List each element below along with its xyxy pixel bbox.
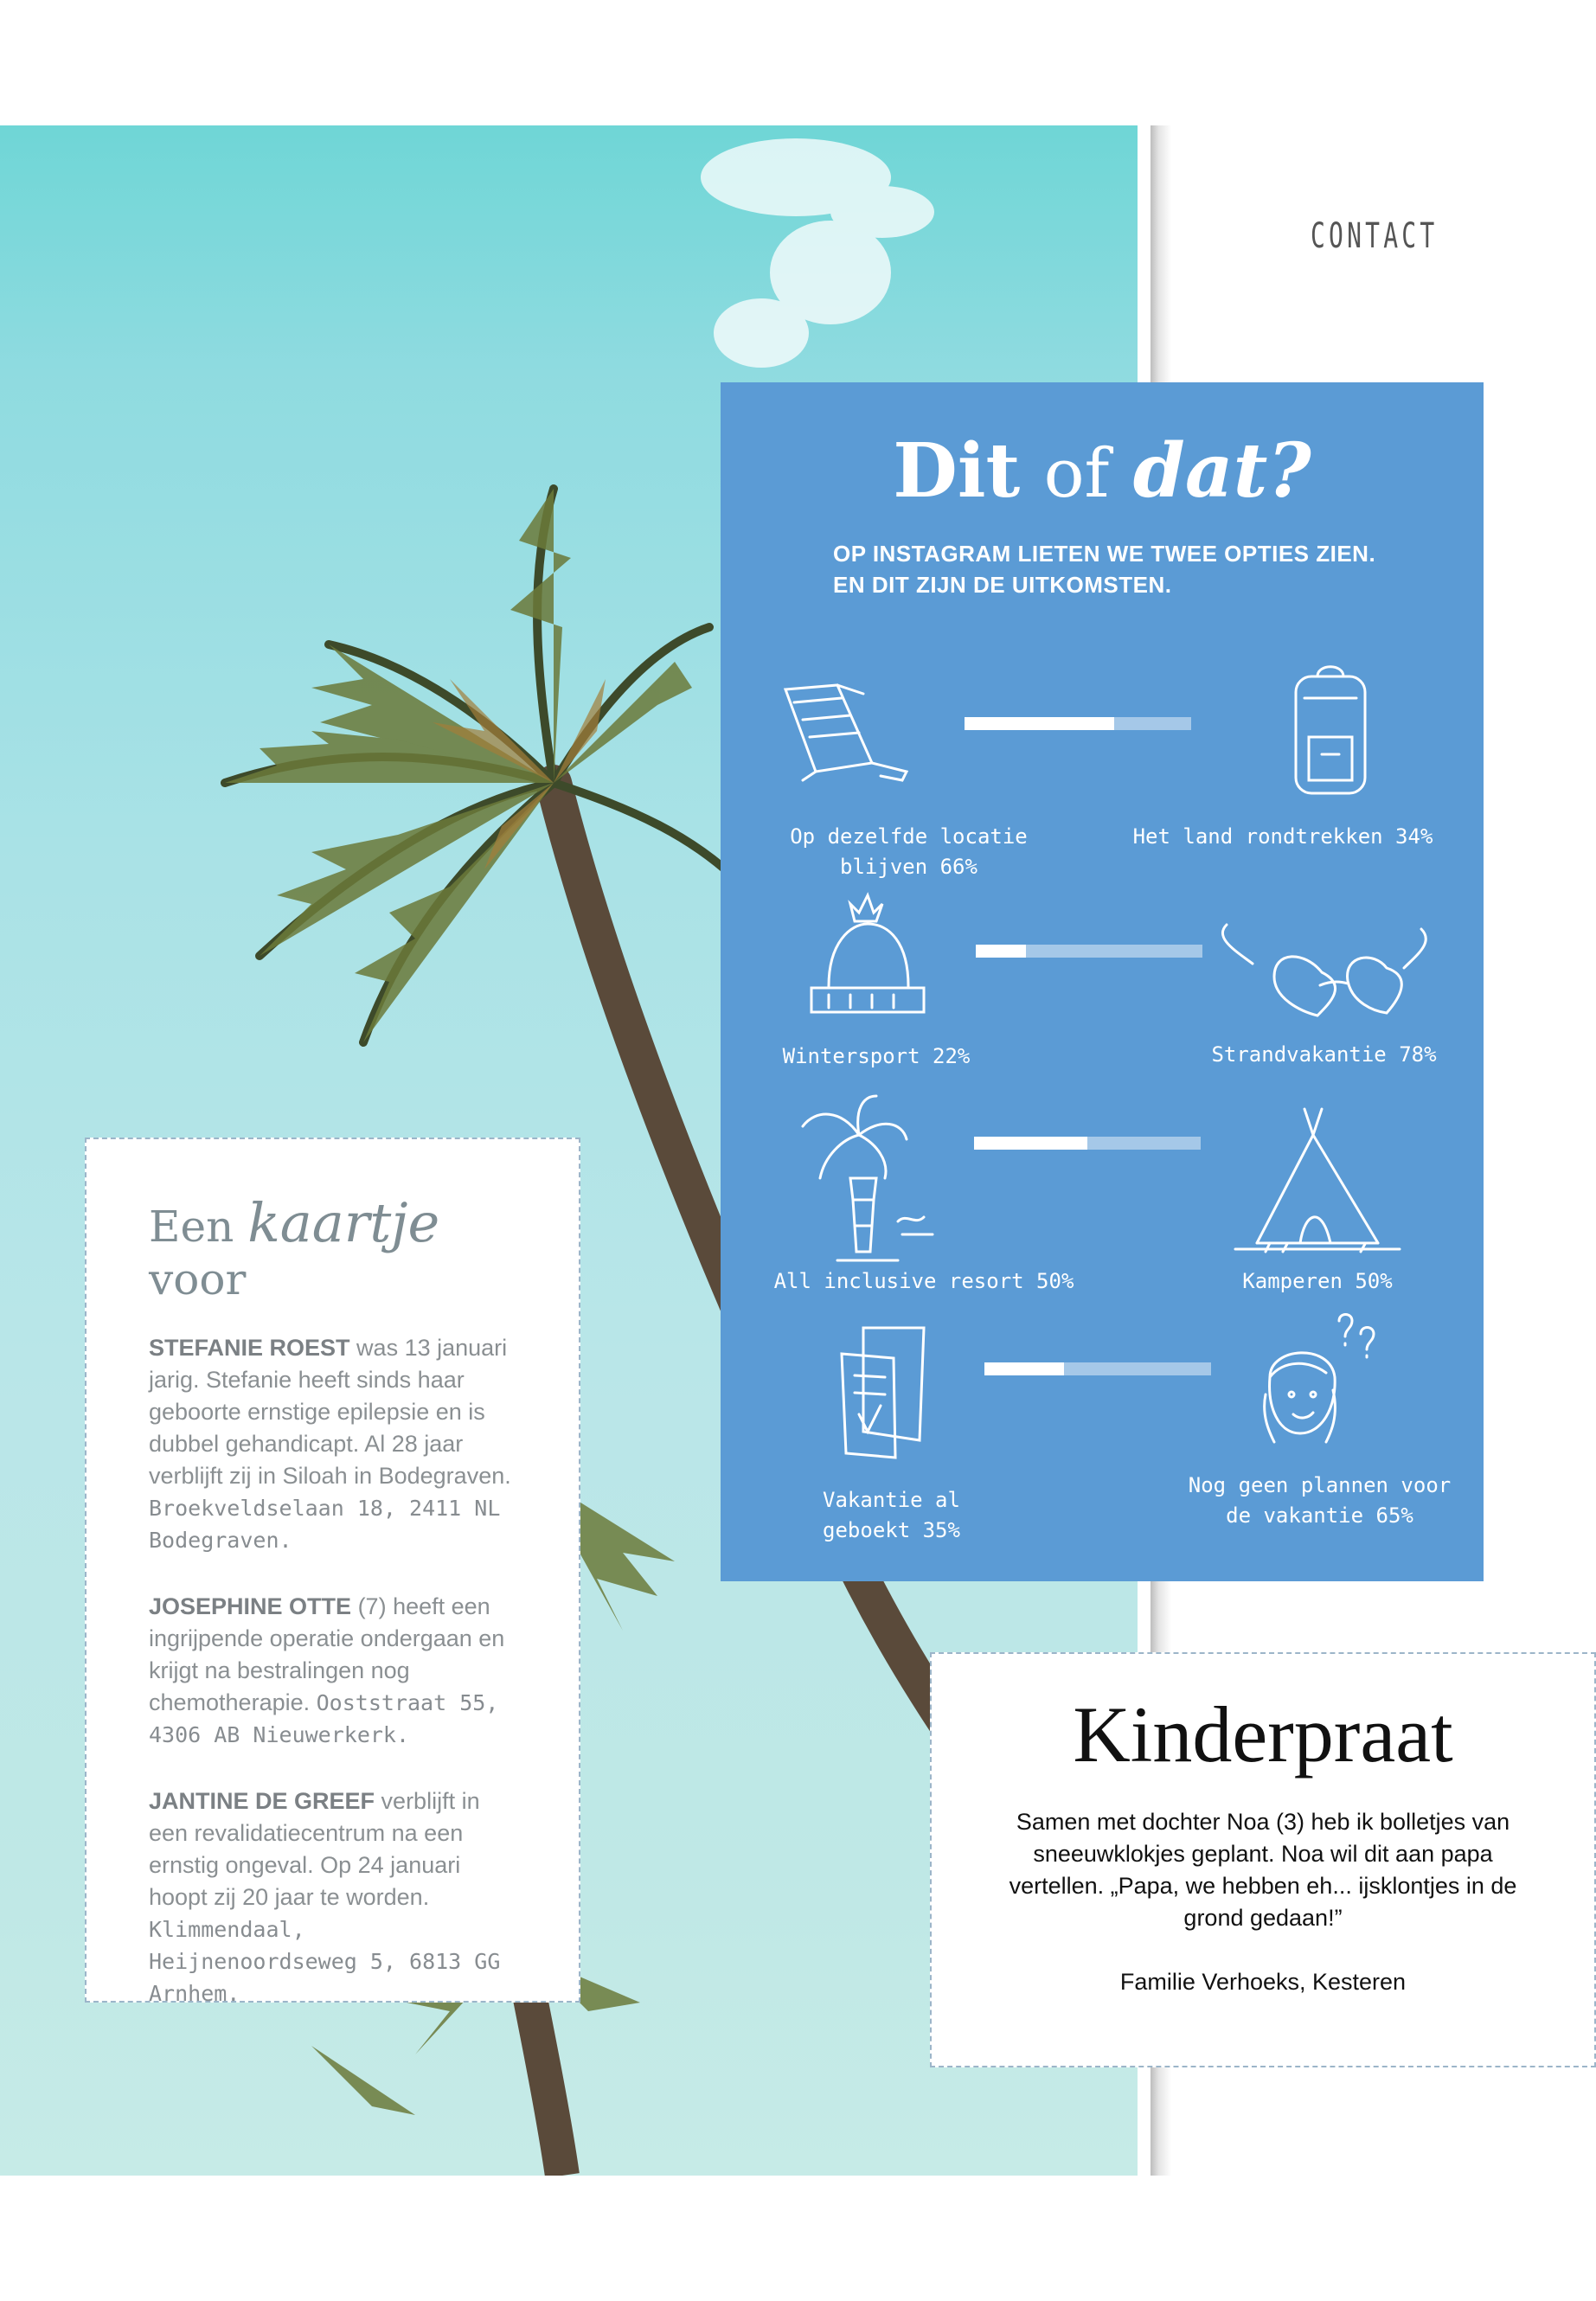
backpack-icon — [1287, 659, 1374, 798]
card-entry-3-name: JANTINE DE GREEF — [149, 1788, 375, 1814]
poll-bar-2-fill — [976, 945, 1026, 958]
poll-label-3-left: All inclusive resort 50% — [773, 1269, 1074, 1293]
card-entry-1-text: was 13 januari jarig. Stefanie heeft sinds haar geboorte ernstige epilepsie en is dubbel gehandicapt. Al 28 jaar verblijft zij in Siloah in Bodegraven. — [149, 1335, 511, 1489]
poll-title-part3: dat? — [1132, 427, 1311, 515]
poll-infographic — [721, 382, 1484, 1581]
poll-bar-1-fill — [965, 717, 1114, 730]
kinderpraat-panel — [930, 1652, 1596, 2067]
kinderpraat-title: Kinderpraat — [1073, 1690, 1453, 1779]
card-heading-post: voor — [149, 1254, 247, 1304]
poll-label-1-right: Het land rondtrekken 34% — [1132, 824, 1433, 849]
deckchair-icon — [777, 676, 915, 785]
card-entry-3-address: Klimmendaal, Heijnenoordseweg 5, 6813 GG Arnhem. — [149, 1917, 501, 2006]
poll-label-4-right: Nog geen plannen voor de vakantie 65% — [1188, 1473, 1452, 1528]
poll-title-part2: of — [1043, 435, 1110, 513]
beanie-hat-icon — [803, 891, 933, 1021]
heart-sunglasses-icon — [1218, 916, 1430, 1020]
kinderpraat-body: Samen met dochter Noa (3) heb ik bolletjes van sneeuwklokjes geplant. Noa wil dit aan papa vertellen. „Papa, we hebben eh... ijsklontjes in de grond gedaan!” — [1009, 1809, 1517, 1931]
card-heading-script: kaartje — [247, 1191, 440, 1254]
poll-bar-4-fill — [984, 1362, 1064, 1375]
poll-bar-3 — [974, 1137, 1201, 1150]
card-entry-3 — [149, 1785, 525, 2009]
poll-title-part1: Dit — [893, 427, 1021, 515]
poll-label-1-left: Op dezelfde locatie blijven 66% — [790, 824, 1028, 879]
card-entry-2-name: JOSEPHINE OTTE — [149, 1593, 352, 1619]
poll-bar-2 — [976, 945, 1202, 958]
poll-label-4-left: Vakantie al geboekt 35% — [823, 1488, 960, 1542]
poll-label-2-left: Wintersport 22% — [782, 1044, 971, 1068]
card-entry-2-address: Ooststraat 55, 4306 AB Nieuwerkerk. — [149, 1690, 499, 1747]
card-entry-1 — [149, 1332, 525, 1556]
card-entry-3-text: verblijft in een revalidatiecentrum na een ernstig ongeval. Op 24 januari hoopt zij 20 jaar te worden. — [149, 1788, 480, 1910]
poll-bar-1 — [965, 717, 1191, 730]
card-panel — [85, 1138, 580, 2006]
poll-label-3-right: Kamperen 50% — [1242, 1269, 1393, 1293]
card-entry-2-text: (7) heeft een ingrijpende operatie ondergaan en krijgt na bestralingen nog chemotherapie. — [149, 1593, 505, 1715]
poll-intro: OP INSTAGRAM LIETEN WE TWEE OPTIES ZIEN. EN DIT ZIJN DE UITKOMSTEN. — [833, 541, 1376, 598]
card-entry-1-name: STEFANIE ROEST — [149, 1335, 350, 1361]
tent-icon — [1231, 1100, 1404, 1256]
confused-girl-icon — [1257, 1312, 1387, 1451]
poll-bar-3-fill — [974, 1137, 1087, 1150]
palm-tree-icon — [794, 1092, 945, 1265]
card-heading-pre: Een — [149, 1202, 234, 1252]
kinderpraat-signature: Familie Verhoeks, Kesteren — [1119, 1969, 1407, 1995]
card-heading — [149, 1191, 525, 1304]
section-label: CONTACT — [1311, 216, 1439, 256]
poll-bar-4 — [984, 1362, 1211, 1375]
poll-label-2-right: Strandvakantie 78% — [1211, 1042, 1437, 1067]
documents-icon — [833, 1324, 933, 1462]
card-entry-2 — [149, 1591, 525, 1751]
poll-title — [721, 427, 1484, 515]
card-entry-1-address: Broekveldselaan 18, 2411 NL Bodegraven. — [149, 1496, 501, 1553]
